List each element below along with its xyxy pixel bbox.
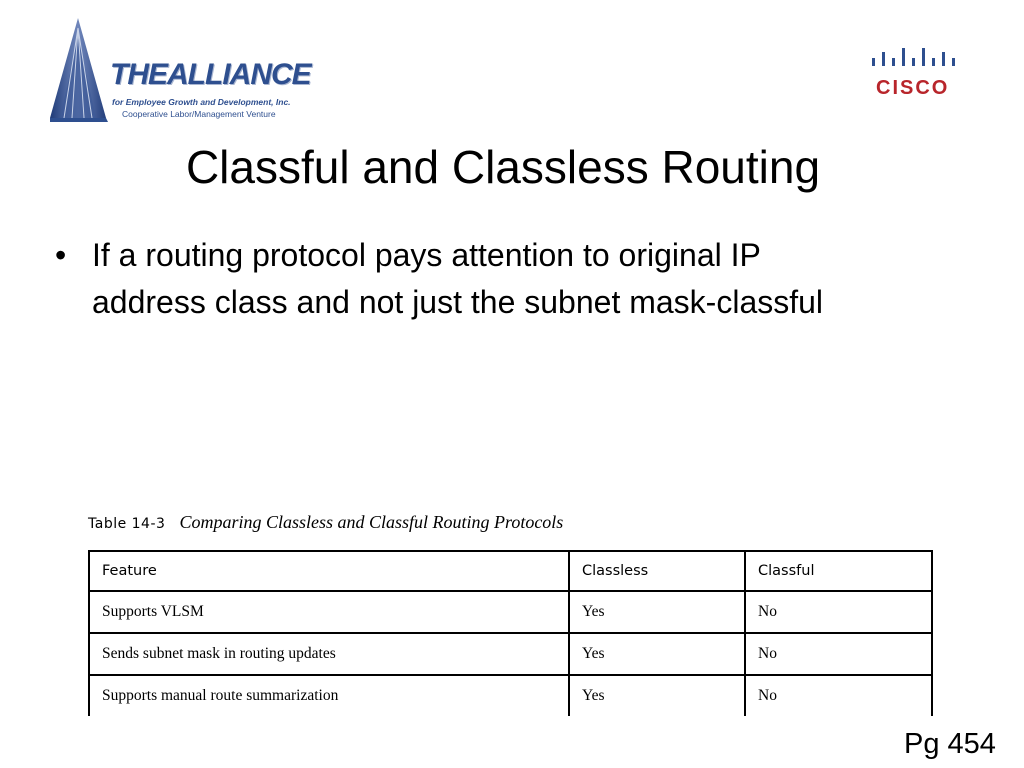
header-cell-feature: Feature: [89, 551, 569, 591]
table-row: [89, 675, 932, 716]
cisco-bars-icon: [868, 44, 964, 74]
bullet-item: If a routing protocol pays attention to original IP address class and not just the subnet mask-classful: [92, 237, 824, 320]
alliance-wordmark: THEALLIANCE: [110, 58, 311, 91]
table-header-row: [89, 551, 932, 591]
table-row: [89, 633, 932, 675]
table-cell: Yes: [569, 675, 745, 716]
table-number: Table 14-3: [88, 516, 166, 532]
table-title: Comparing Classless and Classful Routing Protocols: [179, 512, 564, 532]
table-cell: Supports manual route summarization: [89, 675, 569, 716]
table-cell: No: [745, 633, 932, 675]
page-reference: Pg 454: [904, 728, 996, 760]
table-cell: Yes: [569, 633, 745, 675]
header-cell-classless: Classless: [569, 551, 745, 591]
table-cell: Yes: [569, 591, 745, 633]
alliance-subtitle: Cooperative Labor/Management Venture: [122, 109, 276, 119]
table-cell: No: [745, 591, 932, 633]
cisco-wordmark: CISCO: [876, 77, 950, 99]
table-cell: Supports VLSM: [89, 591, 569, 633]
table-row: [89, 591, 932, 633]
slide-title: Classful and Classless Routing: [185, 141, 821, 193]
table-caption: [88, 512, 563, 533]
table-cell: Sends subnet mask in routing updates: [89, 633, 569, 675]
header-cell-classful: Classful: [745, 551, 932, 591]
alliance-tagline: for Employee Growth and Development, Inc.: [112, 97, 291, 107]
table-cell: No: [745, 675, 932, 716]
bullet-marker: •: [55, 237, 67, 273]
comparison-table: [88, 550, 933, 716]
